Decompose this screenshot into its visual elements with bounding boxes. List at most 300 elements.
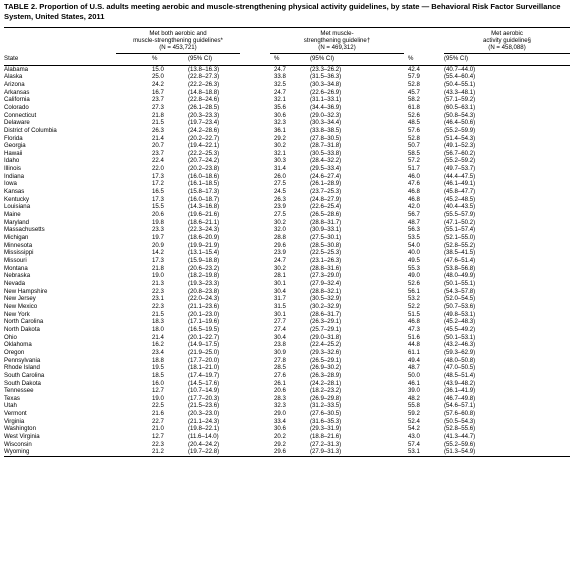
spacer-cell	[240, 65, 270, 73]
muscle-pct-cell: 28.5	[274, 364, 286, 372]
spacer-cell	[240, 387, 270, 395]
muscle-pct-cell: 26.1	[274, 379, 286, 387]
table-row	[4, 188, 570, 196]
both-ci-cell: (22.8–27.3)	[188, 73, 220, 81]
muscle-pct-cell: 32.1	[274, 149, 286, 157]
aerobic-pct-cell: 49.4	[408, 356, 420, 364]
spacer	[240, 53, 270, 65]
group-header-aerobic	[444, 28, 570, 54]
spacer-cell	[240, 135, 270, 143]
aerobic-pct-cell: 47.3	[408, 325, 420, 333]
table-row	[4, 303, 570, 311]
table-row	[4, 157, 570, 165]
group-both-line1: Met both aerobic and	[149, 30, 207, 37]
spacer-cell	[528, 372, 570, 380]
state-cell: Indiana	[4, 172, 24, 180]
spacer-cell	[528, 380, 570, 388]
aerobic-pct-cell: 58.2	[408, 96, 420, 104]
aerobic-pct-cell: 58.5	[408, 149, 420, 157]
aerobic-ci-cell: (46.4–50.6)	[444, 119, 476, 127]
both-pct-cell: 16.5	[152, 188, 164, 196]
muscle-ci-cell: (27.5–30.1)	[310, 234, 342, 242]
spacer-cell	[374, 402, 404, 410]
muscle-ci-cell: (31.5–36.3)	[310, 73, 342, 81]
aerobic-pct-cell: 39.0	[408, 387, 420, 395]
spacer-cell	[498, 326, 528, 334]
table-row	[4, 173, 570, 181]
spacer-cell	[240, 372, 270, 380]
state-cell: Utah	[4, 402, 17, 410]
both-pct-cell: 22.3	[152, 440, 164, 448]
aerobic-pct-cell: 52.6	[408, 279, 420, 287]
both-ci-cell: (13.1–15.4)	[188, 249, 220, 257]
both-ci-cell: (11.6–14.0)	[188, 433, 219, 441]
aerobic-ci-cell: (50.8–54.3)	[444, 111, 476, 119]
state-cell: Mississippi	[4, 249, 34, 257]
aerobic-ci-cell: (43.9–48.2)	[444, 379, 476, 387]
spacer-cell	[528, 203, 570, 211]
spacer-cell	[374, 295, 404, 303]
aerobic-pct-cell: 53.1	[404, 448, 444, 456]
both-pct-cell: 27.3	[152, 103, 164, 111]
muscle-ci-cell: (28.6–31.7)	[310, 310, 342, 318]
spacer-cell	[116, 89, 148, 97]
muscle-ci-cell: (18.2–23.2)	[310, 387, 342, 395]
spacer-cell	[374, 242, 404, 250]
spacer-cell	[240, 288, 270, 296]
muscle-ci-cell: (30.3–34.8)	[310, 80, 342, 88]
aerobic-ci-cell: (52.1–55.0)	[444, 234, 476, 242]
table-row	[4, 135, 570, 143]
pct-column-header: %	[404, 53, 444, 65]
both-ci-cell: (16.1–18.5)	[188, 180, 220, 188]
aerobic-ci-cell: (49.7–53.7)	[444, 165, 476, 173]
spacer-cell	[498, 112, 528, 120]
state-cell: Tennessee	[4, 387, 34, 395]
spacer-cell	[498, 402, 528, 410]
state-cell: Illinois	[4, 165, 21, 173]
group-header-muscle	[270, 28, 404, 54]
both-ci-cell: (20.3–23.3)	[188, 111, 220, 119]
muscle-ci-cell: (27.9–31.3)	[310, 448, 374, 456]
aerobic-pct-cell: 51.6	[408, 333, 420, 341]
table-row	[4, 311, 570, 319]
spacer-cell	[528, 341, 570, 349]
both-ci-cell: (19.9–21.9)	[188, 241, 220, 249]
spacer-cell	[498, 372, 528, 380]
spacer-cell	[528, 326, 570, 334]
spacer-cell	[240, 226, 270, 234]
muscle-pct-cell: 29.6	[274, 241, 286, 249]
muscle-ci-cell: (30.5–32.9)	[310, 295, 342, 303]
aerobic-pct-cell: 42.0	[408, 203, 420, 211]
spacer-cell	[528, 173, 570, 181]
muscle-ci-cell: (27.3–29.0)	[310, 272, 342, 280]
spacer-cell	[498, 226, 528, 234]
both-ci-cell: (14.3–16.8)	[188, 203, 220, 211]
muscle-ci-cell: (18.8–21.6)	[310, 433, 342, 441]
muscle-ci-cell: (30.2–32.9)	[310, 302, 342, 310]
state-cell: Maine	[4, 211, 21, 219]
muscle-pct-cell: 29.2	[274, 134, 286, 142]
aerobic-ci-cell: (45.5–49.2)	[444, 325, 476, 333]
table-row	[4, 433, 570, 441]
spacer-cell	[528, 418, 570, 426]
both-ci-cell: (16.5–19.5)	[188, 325, 220, 333]
spacer-cell	[116, 165, 148, 173]
state-cell: West Virginia	[4, 433, 40, 441]
both-ci-cell: (21.9–25.0)	[188, 348, 220, 356]
muscle-ci-cell: (31.1–33.1)	[310, 96, 342, 104]
spacer-cell	[116, 395, 148, 403]
spacer-cell	[116, 334, 148, 342]
both-ci-cell: (19.7–22.8)	[188, 448, 240, 456]
both-pct-cell: 21.5	[152, 310, 164, 318]
muscle-ci-cell: (28.8–32.1)	[310, 287, 342, 295]
muscle-ci-cell: (27.6–30.5)	[310, 410, 342, 418]
both-ci-cell: (21.1–23.6)	[188, 302, 220, 310]
table-row	[4, 226, 570, 234]
spacer-cell	[116, 425, 148, 433]
both-ci-cell: (22.2–25.3)	[188, 149, 220, 157]
aerobic-ci-cell: (50.7–53.6)	[444, 302, 476, 310]
aerobic-ci-cell: (52.0–54.5)	[444, 295, 476, 303]
spacer-cell	[528, 73, 570, 81]
spacer-cell	[240, 188, 270, 196]
muscle-ci-cell: (24.8–27.9)	[310, 195, 342, 203]
both-ci-cell: (22.3–24.3)	[188, 226, 220, 234]
muscle-ci-cell: (26.5–28.6)	[310, 211, 342, 219]
muscle-pct-cell: 29.6	[270, 448, 310, 456]
muscle-pct-cell: 24.7	[274, 88, 286, 96]
both-ci-cell: (19.7–23.4)	[188, 119, 220, 127]
spacer-cell	[528, 349, 570, 357]
data-table	[4, 27, 570, 457]
spacer-cell	[528, 433, 570, 441]
muscle-ci-cell: (26.5–29.1)	[310, 356, 342, 364]
aerobic-pct-cell: 42.4	[408, 65, 420, 73]
aerobic-pct-cell: 40.0	[408, 249, 420, 257]
both-ci-cell: (17.1–19.6)	[188, 318, 220, 326]
aerobic-ci-cell: (54.3–57.8)	[444, 287, 476, 295]
spacer-cell	[116, 349, 148, 357]
spacer	[498, 53, 528, 65]
muscle-pct-cell: 30.1	[274, 310, 286, 318]
table-row	[4, 418, 570, 426]
spacer-cell	[498, 119, 528, 127]
muscle-pct-cell: 30.3	[274, 157, 286, 165]
muscle-pct-cell: 23.8	[274, 341, 286, 349]
muscle-ci-cell: (28.5–30.8)	[310, 241, 342, 249]
aerobic-ci-cell: (55.1–57.4)	[444, 226, 476, 234]
table-row	[4, 265, 570, 273]
spacer-cell	[374, 234, 404, 242]
spacer-cell	[240, 127, 270, 135]
muscle-pct-cell: 30.1	[274, 279, 286, 287]
muscle-pct-cell: 27.5	[274, 211, 286, 219]
muscle-ci-cell: (26.3–28.9)	[310, 371, 342, 379]
spacer-cell	[374, 157, 404, 165]
spacer-cell	[528, 127, 570, 135]
spacer-cell	[116, 265, 148, 273]
both-pct-cell: 16.0	[152, 379, 164, 387]
spacer-cell	[374, 173, 404, 181]
table-row	[4, 357, 570, 365]
aerobic-ci-cell: (50.5–54.3)	[444, 417, 476, 425]
table-title: TABLE 2. Proportion of U.S. adults meeting aerobic and muscle-strengthening physical activity guidelines, by state — Behavioral Risk Factor Surveillance System, United States, 2011	[4, 2, 561, 21]
both-pct-cell: 21.8	[152, 111, 164, 119]
spacer-cell	[528, 112, 570, 120]
aerobic-ci-cell: (47.6–51.4)	[444, 257, 476, 265]
aerobic-pct-cell: 44.8	[408, 341, 420, 349]
spacer-cell	[528, 226, 570, 234]
muscle-ci-cell: (29.3–31.9)	[310, 425, 342, 433]
aerobic-ci-cell: (40.7–44.0)	[444, 65, 476, 73]
table-row	[4, 341, 570, 349]
spacer-cell	[374, 280, 404, 288]
spacer-cell	[498, 303, 528, 311]
aerobic-pct-cell: 52.4	[408, 417, 420, 425]
spacer-cell	[240, 257, 270, 265]
spacer-cell	[528, 288, 570, 296]
spacer-cell	[240, 318, 270, 326]
both-pct-cell: 18.8	[152, 356, 164, 364]
spacer-cell	[498, 234, 528, 242]
spacer-cell	[498, 433, 528, 441]
state-cell: Colorado	[4, 103, 29, 111]
muscle-pct-cell: 26.3	[274, 195, 286, 203]
spacer-cell	[528, 425, 570, 433]
spacer-cell	[374, 372, 404, 380]
state-cell: Iowa	[4, 180, 17, 188]
aerobic-pct-cell: 50.0	[408, 371, 420, 379]
spacer-cell	[528, 150, 570, 158]
muscle-pct-cell: 24.7	[274, 65, 286, 73]
both-ci-cell: (19.3–23.3)	[188, 279, 220, 287]
spacer	[116, 53, 148, 65]
both-ci-cell: (19.6–21.6)	[188, 211, 220, 219]
spacer-cell	[116, 135, 148, 143]
muscle-ci-cell: (25.7–29.1)	[310, 325, 342, 333]
state-cell: Idaho	[4, 157, 20, 165]
state-cell: North Dakota	[4, 325, 40, 333]
aerobic-pct-cell: 56.3	[408, 226, 420, 234]
spacer-cell	[498, 219, 528, 227]
muscle-ci-cell: (31.6–35.3)	[310, 417, 342, 425]
spacer-cell	[116, 364, 148, 372]
spacer-cell	[528, 441, 570, 449]
aerobic-pct-cell: 45.7	[408, 88, 420, 96]
spacer-cell	[374, 395, 404, 403]
table-row	[4, 272, 570, 280]
state-cell: District of Columbia	[4, 126, 57, 134]
both-ci-cell: (20.6–23.2)	[188, 264, 220, 272]
spacer-cell	[240, 272, 270, 280]
table-row	[4, 334, 570, 342]
spacer-cell	[528, 219, 570, 227]
spacer-cell	[528, 211, 570, 219]
state-cell: South Carolina	[4, 371, 45, 379]
table-row	[4, 387, 570, 395]
spacer-cell	[116, 341, 148, 349]
group-both-n: (N = 453,721)	[159, 44, 197, 52]
spacer-cell	[240, 150, 270, 158]
spacer-cell	[528, 119, 570, 127]
state-cell: Louisiana	[4, 203, 31, 211]
spacer-cell	[374, 425, 404, 433]
spacer-cell	[528, 257, 570, 265]
spacer-cell	[528, 242, 570, 250]
both-pct-cell: 20.7	[152, 142, 164, 150]
aerobic-ci-cell: (48.5–51.4)	[444, 371, 476, 379]
column-header-row	[4, 53, 570, 65]
spacer-cell	[498, 142, 528, 150]
spacer-cell	[498, 387, 528, 395]
aerobic-pct-cell: 56.1	[408, 287, 420, 295]
aerobic-ci-cell: (57.1–59.2)	[444, 96, 476, 104]
state-cell: Virginia	[4, 417, 25, 425]
both-pct-cell: 18.0	[152, 325, 164, 333]
spacer-cell	[498, 395, 528, 403]
spacer-cell	[240, 142, 270, 150]
both-pct-cell: 21.5	[152, 119, 164, 127]
table-row	[4, 96, 570, 104]
ci-column-header: (95% CI)	[310, 53, 374, 65]
spacer-cell	[528, 249, 570, 257]
muscle-ci-cell: (23.3–26.2)	[310, 65, 342, 73]
spacer-cell	[116, 303, 148, 311]
spacer-cell	[374, 349, 404, 357]
both-pct-cell: 16.2	[152, 341, 164, 349]
muscle-pct-cell: 30.4	[274, 287, 286, 295]
spacer-cell	[498, 265, 528, 273]
state-cell: Ohio	[4, 333, 17, 341]
group-header-row	[4, 28, 570, 54]
both-pct-cell: 17.2	[152, 180, 164, 188]
spacer-cell	[528, 157, 570, 165]
state-cell: Maryland	[4, 218, 30, 226]
state-cell: Massachusetts	[4, 226, 45, 234]
table-row	[4, 104, 570, 112]
spacer-cell	[374, 387, 404, 395]
spacer-cell	[116, 65, 148, 73]
muscle-ci-cell: (28.8–31.7)	[310, 218, 342, 226]
aerobic-pct-cell: 61.1	[408, 348, 420, 356]
spacer-cell	[240, 242, 270, 250]
both-pct-cell: 20.6	[152, 211, 164, 219]
aerobic-ci-cell: (40.4–43.5)	[444, 203, 476, 211]
muscle-ci-cell: (33.8–38.5)	[310, 126, 342, 134]
spacer-cell	[374, 433, 404, 441]
state-cell: Vermont	[4, 410, 27, 418]
spacer-cell	[240, 73, 270, 81]
spacer-cell	[374, 441, 404, 449]
group-muscle-n: (N = 469,312)	[318, 44, 356, 52]
state-cell: Washington	[4, 425, 36, 433]
table-row	[4, 219, 570, 227]
table-row	[4, 372, 570, 380]
spacer-cell	[116, 73, 148, 81]
both-ci-cell: (22.0–24.3)	[188, 295, 220, 303]
muscle-pct-cell: 27.5	[274, 180, 286, 188]
both-ci-cell: (21.5–23.6)	[188, 402, 220, 410]
both-pct-cell: 24.2	[152, 80, 164, 88]
spacer-cell	[240, 448, 270, 456]
spacer-cell	[528, 334, 570, 342]
aerobic-pct-cell: 53.5	[408, 234, 420, 242]
both-pct-cell: 26.3	[152, 126, 164, 134]
muscle-pct-cell: 31.4	[274, 165, 286, 173]
spacer-cell	[528, 196, 570, 204]
spacer-cell	[116, 96, 148, 104]
spacer-cell	[240, 249, 270, 257]
aerobic-ci-cell: (55.4–60.4)	[444, 73, 476, 81]
table-row	[4, 318, 570, 326]
table-row	[4, 203, 570, 211]
aerobic-ci-cell: (59.3–62.9)	[444, 348, 476, 356]
muscle-ci-cell: (30.3–34.4)	[310, 119, 342, 127]
both-ci-cell: (18.6–21.1)	[188, 218, 220, 226]
aerobic-pct-cell: 46.8	[408, 188, 420, 196]
state-cell: Arizona	[4, 80, 25, 88]
both-pct-cell: 21.2	[148, 448, 188, 456]
both-pct-cell: 19.7	[152, 234, 164, 242]
spacer-cell	[374, 73, 404, 81]
aerobic-ci-cell: (55.2–59.9)	[444, 126, 476, 134]
spacer-cell	[240, 119, 270, 127]
spacer-cell	[374, 203, 404, 211]
both-ci-cell: (24.2–28.6)	[188, 126, 220, 134]
aerobic-ci-cell: (38.5–41.5)	[444, 249, 476, 257]
spacer-cell	[116, 257, 148, 265]
spacer-cell	[374, 150, 404, 158]
state-cell: Florida	[4, 134, 23, 142]
both-pct-cell: 25.0	[152, 73, 164, 81]
muscle-ci-cell: (26.3–29.1)	[310, 318, 342, 326]
both-ci-cell: (20.7–24.2)	[188, 157, 220, 165]
spacer-cell	[116, 226, 148, 234]
aerobic-ci-cell: (47.0–50.5)	[444, 364, 476, 372]
muscle-ci-cell: (22.5–25.3)	[310, 249, 342, 257]
both-pct-cell: 15.0	[152, 65, 164, 73]
spacer-cell	[498, 73, 528, 81]
muscle-ci-cell: (30.9–33.1)	[310, 226, 342, 234]
spacer-cell	[240, 341, 270, 349]
aerobic-ci-cell: (51.3–54.9)	[444, 448, 498, 456]
aerobic-pct-cell: 48.7	[408, 364, 420, 372]
spacer-cell	[374, 418, 404, 426]
both-ci-cell: (14.8–18.8)	[188, 88, 220, 96]
both-pct-cell: 22.3	[152, 287, 164, 295]
spacer-cell	[374, 165, 404, 173]
muscle-ci-cell: (29.0–31.8)	[310, 333, 342, 341]
muscle-pct-cell: 32.3	[274, 402, 286, 410]
aerobic-ci-cell: (43.2–46.3)	[444, 341, 476, 349]
spacer-cell	[498, 81, 528, 89]
aerobic-ci-cell: (52.8–55.6)	[444, 425, 476, 433]
muscle-pct-cell: 28.3	[274, 394, 286, 402]
both-ci-cell: (20.3–23.0)	[188, 410, 220, 418]
spacer-cell	[240, 112, 270, 120]
table-row	[4, 425, 570, 433]
aerobic-pct-cell: 52.8	[408, 80, 420, 88]
spacer-cell	[240, 364, 270, 372]
spacer-cell	[116, 127, 148, 135]
aerobic-pct-cell: 57.4	[408, 440, 420, 448]
spacer-cell	[498, 173, 528, 181]
muscle-ci-cell: (27.2–31.3)	[310, 440, 342, 448]
table-row	[4, 196, 570, 204]
